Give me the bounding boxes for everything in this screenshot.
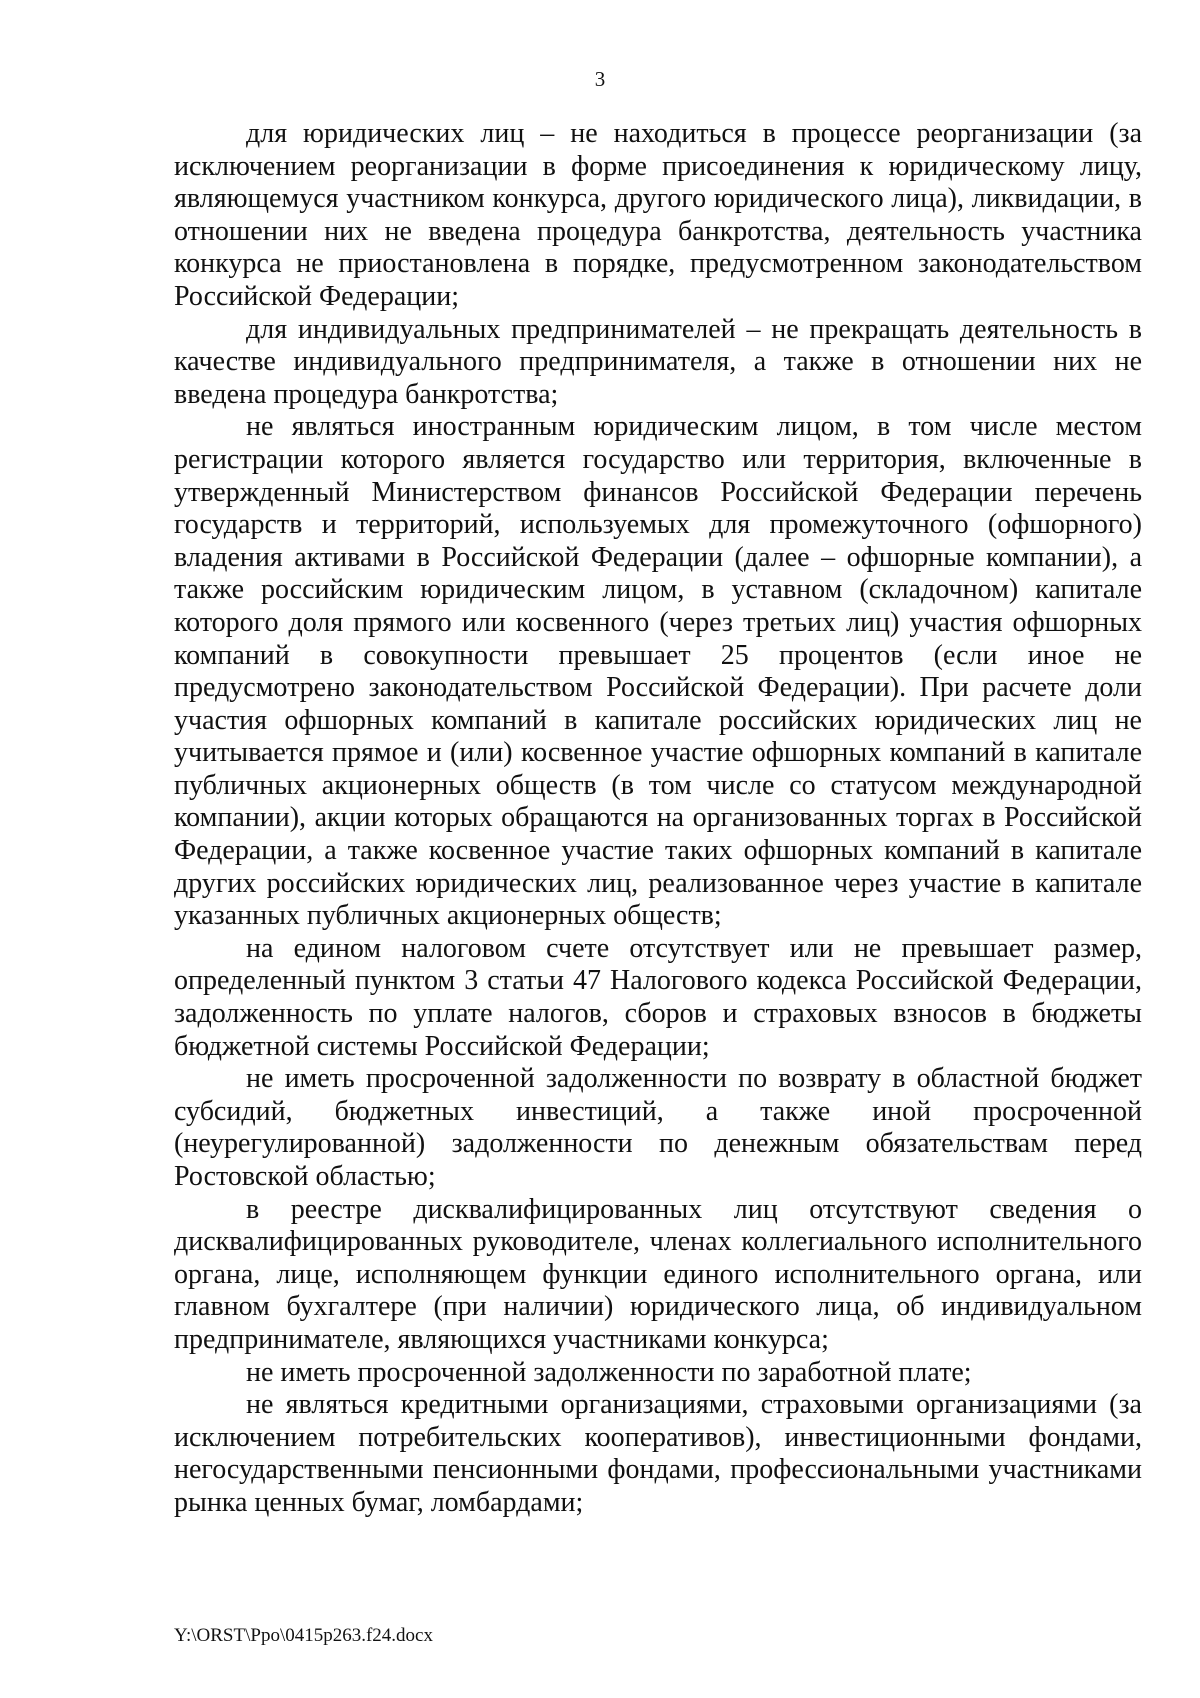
paragraph-offshore-companies: не являться иностранным юридическим лицом, в том числе местом регистрации которого является государство или территория, включенные в утвержденный Министерством финансов Российской Федерации перечень государств и территорий, используемых для промежуточного (офшорного) владения активами в Российской Федерации (далее – офшорные компании), а также российским юридическим лицом, в уставном (складочном) капитале которого доля прямого или косвенного (через третьих лиц) участия офшорных компаний в совокупности превышает 25 процентов (если иное не предусмотрено законодательством Российской Федерации). При расчете доли участия офшорных компаний в капитале российских юридических лиц не учитывается прямое и (или) косвенное участие офшорных компаний в капитале публичных акционерных обществ (в том числе со статусом международной компании), акции которых обращаются на организованных торгах в Российской Федерации, а также косвенное участие таких офшорных компаний в капитале других российских юридических лиц, реализованное через участие в капитале указанных публичных акционерных обществ; [174,411,1142,932]
paragraph-disqualified-registry: в реестре дисквалифицированных лиц отсутствуют сведения о дисквалифицированных руководителе, членах коллегиального исполнительного органа, лице, исполняющем функции единого исполнительного органа, или главном бухгалтере (при наличии) юридического лица, об индивидуальном предпринимателе, являющихся участниками конкурса; [174,1193,1142,1355]
paragraph-tax-account: на едином налоговом счете отсутствует или не превышает размер, определенный пунктом 3 статьи 47 Налогового кодекса Российской Федерации, задолженность по уплате налогов, сборов и страховых взносов в бюджеты бюджетной системы Российской Федерации; [174,932,1142,1062]
page-number: 3 [594,67,606,91]
paragraph-financial-organizations: не являться кредитными организациями, страховыми организациями (за исключением потребительских кооперативов), инвестиционными фондами, негосударственными пенсионными фондами, профессиональными участниками рынка ценных бумаг, ломбардами; [174,1389,1142,1518]
paragraph-legal-entities: для юридических лиц – не находиться в процессе реорганизации (за исключением реорганизации в форме присоединения к юридическому лицу, являющемуся участником конкурса, другого юридического лица), ликвидации, в отношении них не введена процедура банкротства, деятельность участника конкурса не приостановлена в порядке, предусмотренном законодательством Российской Федерации; [174,118,1142,312]
paragraph-overdue-debt: не иметь просроченной задолженности по возврату в областной бюджет субсидий, бюджетных инвестиций, а также иной просроченной (неурегулированной) задолженности по денежным обязательствам перед Ростовской областью; [174,1063,1142,1192]
paragraph-individual-entrepreneurs: для индивидуальных предпринимателей – не прекращать деятельность в качестве индивидуального предпринимателя, а также в отношении них не введена процедура банкротства; [174,313,1142,410]
footer-file-path: Y:\ORST\Ppo\0415p263.f24.docx [174,1625,433,1646]
paragraph-wage-arrears: не иметь просроченной задолженности по заработной плате; [246,1356,972,1388]
document-body [174,118,1142,1520]
